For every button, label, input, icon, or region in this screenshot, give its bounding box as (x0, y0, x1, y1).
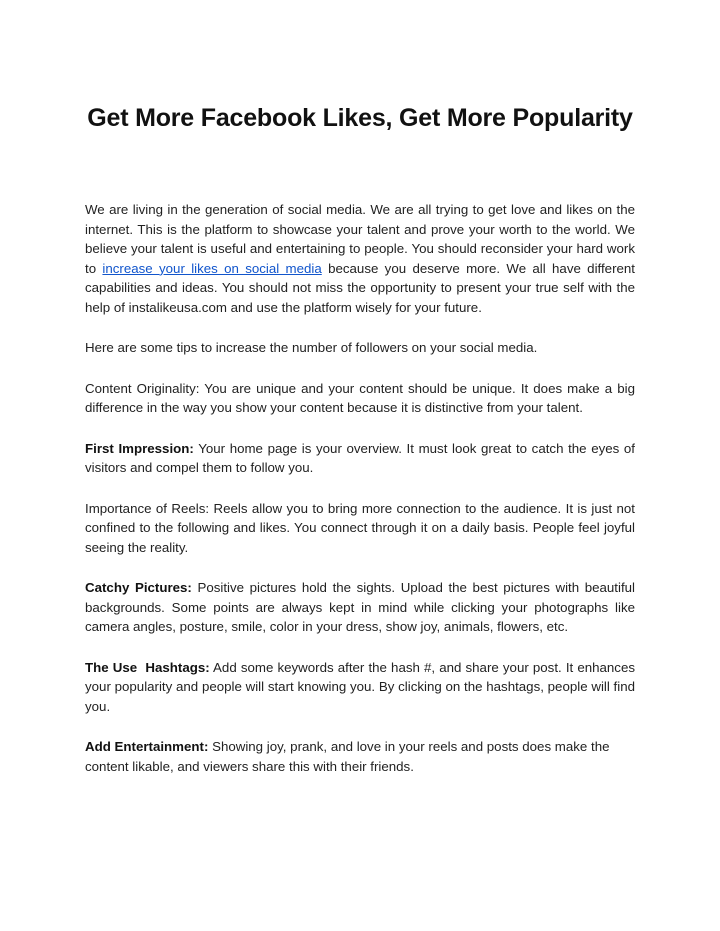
hashtags-text: Add some keywords after the hash #, and share your post. It enhances your popularity and people will start knowing you. By clicking on the hashtags, people will find you. (85, 659, 635, 715)
content-originality-text: Content Originality: You are unique and your content should be unique. It does make a big difference in the way you show your content because it is distinctive from your talent. (85, 380, 635, 416)
intro-paragraph (85, 200, 635, 318)
social-media-likes-link[interactable]: increase your likes on social media (102, 260, 322, 276)
tips-intro-paragraph (85, 338, 635, 358)
hashtags-heading: The Use Hashtags: (85, 659, 210, 675)
first-impression-heading: First Impression: (85, 440, 194, 456)
intro-text-after: because you deserve more. We all have different capabilities and ideas. You should not miss the opportunity to present your true self with the help of instalikeusa.com and use the platform wisely for your future. (85, 260, 635, 315)
page-title: Get More Facebook Likes, Get More Popularity (87, 104, 633, 132)
importance-of-reels-text: Importance of Reels: Reels allow you to bring more connection to the audience. It is just not confined to the following and likes. You connect through it on a daily basis. People feel joyful seeing the reality. (85, 500, 635, 555)
tips-intro-text: Here are some tips to increase the number of followers on your social media. (85, 340, 538, 356)
importance-of-reels-paragraph (85, 499, 635, 558)
intro-text-before: We are living in the generation of social media. We are all trying to get love and likes on the internet. This is the platform to showcase your talent and prove your worth to the world. We believe your talent is useful and entertaining to people. You should reconsider your hard work to (85, 202, 635, 276)
content-originality-paragraph (85, 379, 635, 418)
add-entertainment-heading: Add Entertainment: (85, 739, 209, 755)
catchy-pictures-text: Positive pictures hold the sights. Upload the best pictures with beautiful backgrounds. Some points are always kept in mind while clicking your photographs like camera angles, posture, smile, color in your dress, show joy, animals, flowers, etc. (85, 580, 635, 635)
add-entertainment-paragraph (85, 737, 635, 776)
first-impression-paragraph (85, 439, 635, 478)
document-body (85, 200, 635, 797)
add-entertainment-text: Showing joy, prank, and love in your reels and posts does make the content likable, and viewers share this with their friends. (85, 739, 610, 775)
catchy-pictures-paragraph (85, 578, 635, 637)
hashtags-paragraph (85, 658, 635, 717)
catchy-pictures-heading: Catchy Pictures: (85, 580, 192, 596)
first-impression-text: Your home page is your overview. It must look great to catch the eyes of visitors and compel them to follow you. (85, 440, 636, 476)
